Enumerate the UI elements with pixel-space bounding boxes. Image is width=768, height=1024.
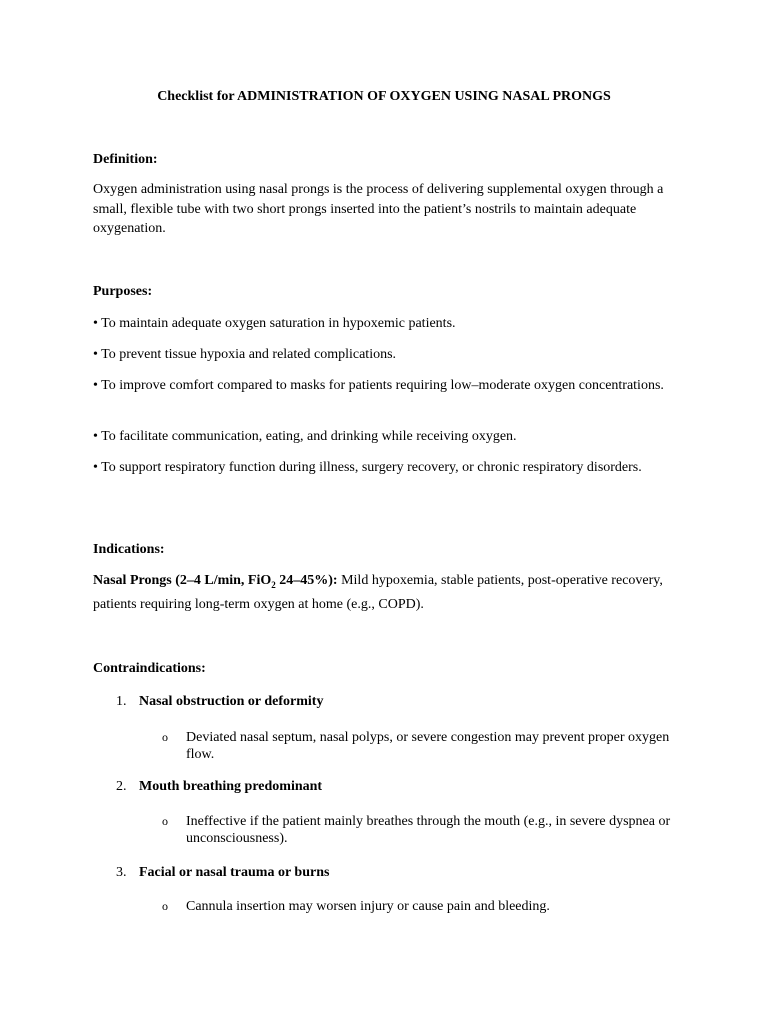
purpose-item: • To support respiratory function during illness, surgery recovery, or chronic respiratory disorders. <box>93 460 642 475</box>
purpose-item: • To facilitate communication, eating, and drinking while receiving oxygen. <box>93 429 517 444</box>
indications-label-post: 24–45%): <box>275 573 338 588</box>
item-title: Mouth breathing predominant <box>139 779 323 794</box>
sub-bullet-marker: o <box>162 899 168 913</box>
item-number: 3. <box>116 865 127 880</box>
indications-label-pre: Nasal Prongs (2–4 L/min, FiO <box>93 573 272 588</box>
indications-label <box>93 573 338 588</box>
contraindication-item <box>116 693 323 711</box>
subitem-text: Ineffective if the patient mainly breathes through the mouth (e.g., in severe dyspnea or unconsciousness). <box>186 814 671 846</box>
subitem-text: Cannula insertion may worsen injury or cause pain and bleeding. <box>186 899 550 914</box>
item-number: 2. <box>116 779 127 794</box>
contraindications-heading: Contraindications: <box>93 661 206 676</box>
subitem-text: Deviated nasal septum, nasal polyps, or severe congestion may prevent proper oxygen flow. <box>186 730 670 762</box>
definition-heading: Definition: <box>93 152 158 167</box>
indications-label-sub: 2 <box>271 579 276 590</box>
contraindication-subitem <box>162 898 682 915</box>
item-title: Nasal obstruction or deformity <box>139 694 324 709</box>
sub-bullet-marker: o <box>162 730 168 744</box>
contraindication-item <box>116 778 322 796</box>
sub-bullet-marker: o <box>162 814 168 828</box>
contraindication-subitem <box>162 729 682 763</box>
purpose-item: • To improve comfort compared to masks for patients requiring low–moderate oxygen concentrations. <box>93 378 664 393</box>
contraindication-item <box>116 864 329 882</box>
purposes-heading: Purposes: <box>93 284 153 299</box>
contraindication-subitem <box>162 813 682 847</box>
purpose-item: • To maintain adequate oxygen saturation in hypoxemic patients. <box>93 316 456 331</box>
document-title: Checklist for ADMINISTRATION OF OXYGEN USING NASAL PRONGS <box>157 89 611 104</box>
definition-text: Oxygen administration using nasal prongs is the process of delivering supplemental oxygen through a small, flexible tube with two short prongs inserted into the patient’s nostrils to maintain adequate oxygenation. <box>93 182 664 236</box>
item-number: 1. <box>116 694 127 709</box>
indications-heading: Indications: <box>93 542 165 557</box>
indications-text <box>93 571 683 615</box>
item-title: Facial or nasal trauma or burns <box>139 865 330 880</box>
indications-body: Mild hypoxemia, stable patients, post-operative recovery, patients requiring long-term oxygen at home (e.g., COPD). <box>93 573 663 613</box>
purpose-item: • To prevent tissue hypoxia and related complications. <box>93 347 397 362</box>
